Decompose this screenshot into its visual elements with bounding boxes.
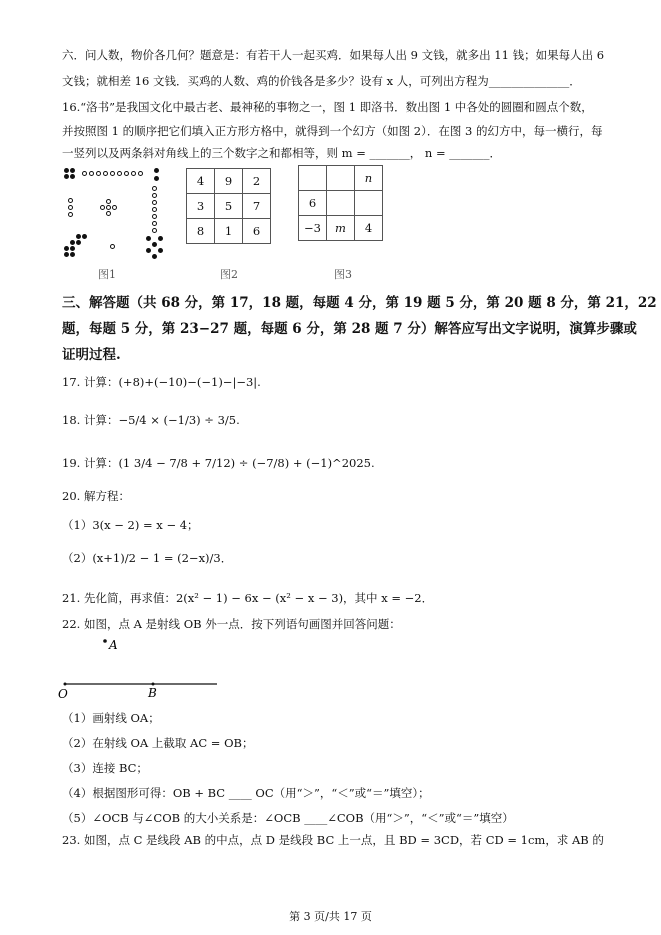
grid-cell: [327, 166, 355, 191]
figure-2-grid: [186, 168, 271, 244]
page-footer: 第 3 页/共 17 页: [289, 910, 372, 923]
question-23: 23. 如图，点 C 是线段 AB 的中点，点 D 是线段 BC 上一点，且 BD = 3CD，若 CD = 1cm，求 AB 的: [62, 833, 604, 847]
grid-cell: 2: [243, 169, 271, 194]
grid-cell: 5: [215, 194, 243, 219]
point-a: [103, 639, 107, 643]
question-20: 20. 解方程：: [62, 489, 130, 503]
label-o: O: [58, 687, 68, 701]
grid-cell: 8: [187, 219, 215, 244]
point-o: [64, 683, 67, 686]
section-heading-line-3: 证明过程.: [62, 347, 121, 363]
question-18: 18. 计算：−5/4 × (−1/3) ÷ 3/5.: [62, 413, 240, 427]
figure-3-grid: [298, 165, 383, 241]
question-22: 22. 如图，点 A 是射线 OB 外一点．按下列语句画图并回答问题：: [62, 617, 401, 631]
text-line-1: 六．问人数，物价各几何？题意是：有若干人一起买鸡．如果每人出 9 文钱，就多出 11 钱；如果每人出 6: [62, 48, 605, 62]
question-22-figure: [55, 636, 235, 704]
text-line-5: 一竖列以及两条斜对角线上的三个数字之和都相等，则 m = _______， n = _______．: [62, 146, 502, 160]
question-17: 17. 计算：(+8)+(−10)−(−1)−|−3|.: [62, 375, 261, 389]
section-heading-line-2: 题，每题 5 分，第 23−27 题，每题 6 分，第 28 题 7 分）解答应写出文字说明，演算步骤或: [62, 321, 637, 337]
grid-cell: −3: [299, 216, 327, 241]
question-22-item-4: （4）根据图形可得：OB + BC ____ OC（用“＞”，“＜”或“＝”填空）；: [62, 786, 430, 800]
figure-2-caption: 图2: [220, 268, 238, 281]
figure-1-caption: 图1: [98, 268, 116, 281]
question-19: 19. 计算：(1 3/4 − 7/8 + 7/12) ÷ (−7/8) + (−1)^2025.: [62, 456, 375, 470]
question-22-item-1: （1）画射线 OA；: [62, 711, 160, 725]
text-line-3: 16.“洛书”是我国文化中最古老、最神秘的事物之一，图 1 即洛书．数出图 1 中各处的圆圈和圆点个数，: [62, 100, 593, 114]
question-22-item-2: （2）在射线 OA 上截取 AC = OB；: [62, 736, 254, 750]
grid-cell: 9: [215, 169, 243, 194]
grid-cell: n: [355, 166, 383, 191]
grid-cell: 4: [355, 216, 383, 241]
grid-cell: [327, 191, 355, 216]
text-line-4: 并按照图 1 的顺序把它们填入正方形方格中，就得到一个幻方（如图 2）．在图 3 的幻方中，每一横行，每: [62, 124, 603, 138]
grid-cell: [299, 166, 327, 191]
question-20-part-2: （2）(x+1)/2 − 1 = (2−x)/3．: [62, 551, 233, 565]
grid-cell: 6: [243, 219, 271, 244]
text-line-2: 文钱；就相差 16 文钱．买鸡的人数、鸡的价钱各是多少？设有 x 人，可列出方程为______________．: [62, 74, 581, 88]
label-a: A: [109, 638, 118, 652]
question-20-part-1: （1）3(x − 2) = x − 4；: [62, 518, 199, 532]
grid-cell: 1: [215, 219, 243, 244]
grid-cell: [355, 191, 383, 216]
figure-1-luoshu: [62, 166, 172, 276]
grid-cell: 3: [187, 194, 215, 219]
section-heading-line-1: 三、解答题（共 68 分，第 17，18 题，每题 4 分，第 19 题 5 分，第 20 题 8 分，第 21，22: [62, 295, 657, 311]
figure-3-caption: 图3: [334, 268, 352, 281]
grid-cell: 6: [299, 191, 327, 216]
grid-cell: 7: [243, 194, 271, 219]
question-21: 21. 先化简，再求值：2(x² − 1) − 6x − (x² − x − 3)，其中 x = −2．: [62, 591, 434, 605]
question-22-item-5: （5）∠OCB 与∠COB 的大小关系是：∠OCB ____∠COB（用“＞”，“＜”或“＝”填空）: [62, 811, 514, 825]
question-22-item-3: （3）连接 BC；: [62, 761, 148, 775]
label-b: B: [148, 686, 157, 700]
grid-cell: 4: [187, 169, 215, 194]
grid-cell: m: [327, 216, 355, 241]
